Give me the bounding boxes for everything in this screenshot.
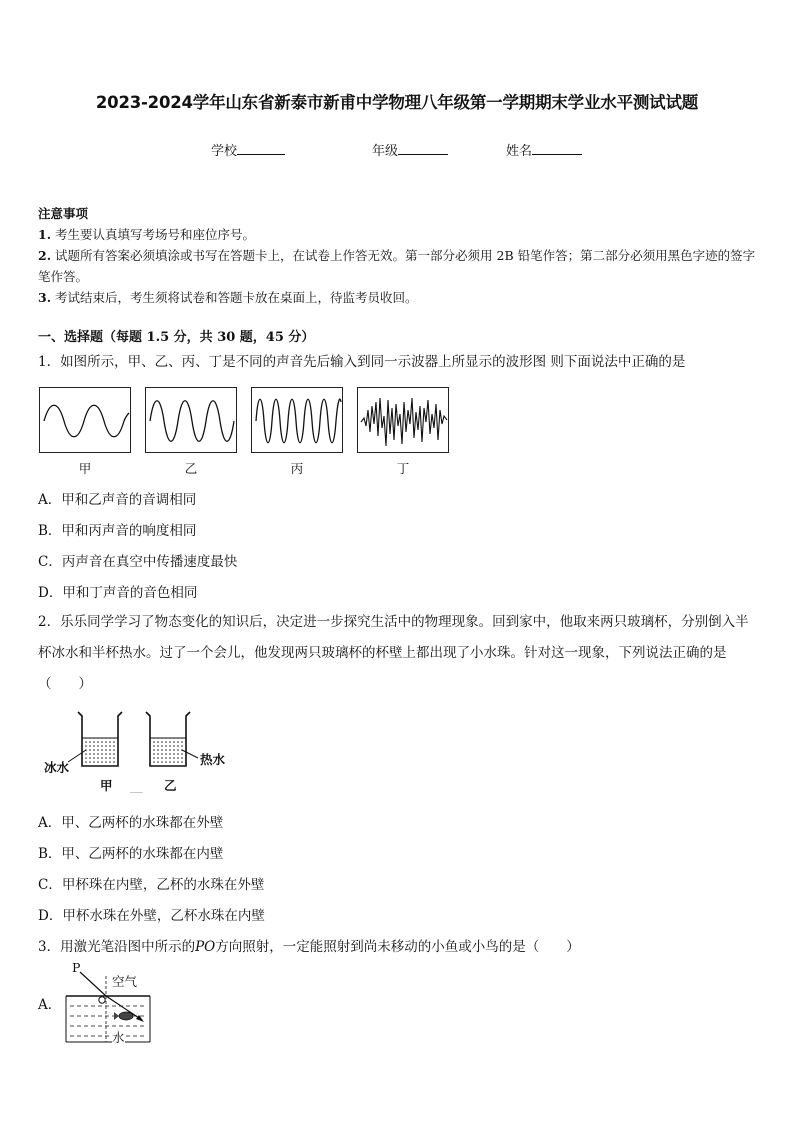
waveform-bing (251, 387, 343, 453)
notice-item: 3. 考试结束后，考生须将试卷和答题卡放在桌面上，待监考员收回。 (38, 290, 418, 305)
waveform-jia-graphic (40, 388, 132, 454)
waveform-jia (39, 387, 131, 453)
question-1-option-a[interactable]: A．甲和乙声音的音调相同 (38, 492, 197, 508)
question-3-option-a[interactable]: A． (38, 997, 62, 1013)
question-3-stem: 3．用激光笔沿图中所示的PO方向照射，一定能照射到尚未移动的小鱼或小鸟的是（ ） (38, 939, 580, 955)
waveform-label-jia: 甲 (78, 461, 92, 476)
grade-label: 年级 (372, 144, 399, 159)
question-2-option-a[interactable]: A．甲、乙两杯的水珠都在外壁 (38, 815, 224, 831)
notice-item: 2. 试题所有答案必须填涂或书写在答题卡上，在试卷上作答无效。第一部分必须用 2B 铅笔作答；第二部分必须用黑色字迹的签字笔作答。 (38, 248, 756, 284)
question-2-option-d[interactable]: D．甲杯水珠在外壁，乙杯水珠在内壁 (38, 908, 265, 924)
waveform-label-yi: 乙 (184, 461, 198, 476)
waveform-bing-graphic (252, 388, 344, 454)
page-title: 2023-2024学年山东省新泰市新甫中学物理八年级第一学期期末学业水平测试试题 (95, 93, 699, 112)
school-blank[interactable] (237, 141, 285, 155)
question-1-option-b[interactable]: B．甲和丙声音的响度相同 (38, 523, 197, 539)
question-2-stem: 2．乐乐同学学习了物态变化的知识后，决定进一步探究生活中的物理现象。回到家中，他取来两只玻璃杯，分别倒入半杯冰水和半杯热水。过了一个会儿，他发现两只玻璃杯的杯壁上都出现了小水珠。针对这一现象，下列说法正确的是（ ） (38, 614, 749, 692)
question-2-option-b[interactable]: B．甲、乙两杯的水珠都在内壁 (38, 846, 224, 862)
waveform-yi (145, 387, 237, 453)
question-1-option-d[interactable]: D．甲和丁声音的音色相同 (38, 585, 198, 601)
label-underscore-mark: __ (130, 778, 143, 793)
refraction-figure (64, 962, 154, 1044)
name-blank[interactable] (532, 141, 582, 155)
label-ice-water: 冰水 (44, 760, 70, 775)
school-label: 学校 (211, 144, 238, 159)
label-hot-water: 热水 (200, 752, 226, 767)
label-water: 水 (112, 1030, 125, 1045)
waveform-ding-graphic (358, 388, 450, 454)
question-2-option-c[interactable]: C．甲杯珠在内壁，乙杯的水珠在外壁 (38, 877, 265, 893)
label-beaker-jia: 甲 (100, 778, 113, 793)
notice-item: 1. 考生要认真填写考场号和座位序号。 (38, 227, 256, 242)
school-field[interactable] (211, 140, 285, 159)
section-heading: 一、选择题（每题 1.5 分，共 30 题，45 分） (38, 330, 315, 345)
student-info-row (0, 140, 794, 160)
notice-heading: 注意事项 (38, 206, 89, 221)
label-beaker-yi: 乙 (164, 778, 177, 793)
grade-blank[interactable] (398, 141, 448, 155)
grade-field[interactable] (372, 140, 448, 159)
question-1-option-c[interactable]: C．丙声音在真空中传播速度最快 (38, 554, 238, 570)
label-air: 空气 (112, 974, 138, 989)
label-point-p: P (72, 960, 81, 975)
waveform-ding (357, 387, 449, 453)
question-1-stem: 1．如图所示，甲、乙、丙、丁是不同的声音先后输入到同一示波器上所显示的波形图 则下面说法中正确的是 (38, 354, 686, 370)
waveform-yi-graphic (146, 388, 238, 454)
notice-block (38, 203, 758, 308)
waveform-label-bing: 丙 (290, 461, 304, 476)
name-field[interactable] (506, 140, 582, 159)
beakers-figure (44, 708, 244, 800)
name-label: 姓名 (506, 144, 533, 159)
waveform-label-ding: 丁 (396, 461, 410, 476)
